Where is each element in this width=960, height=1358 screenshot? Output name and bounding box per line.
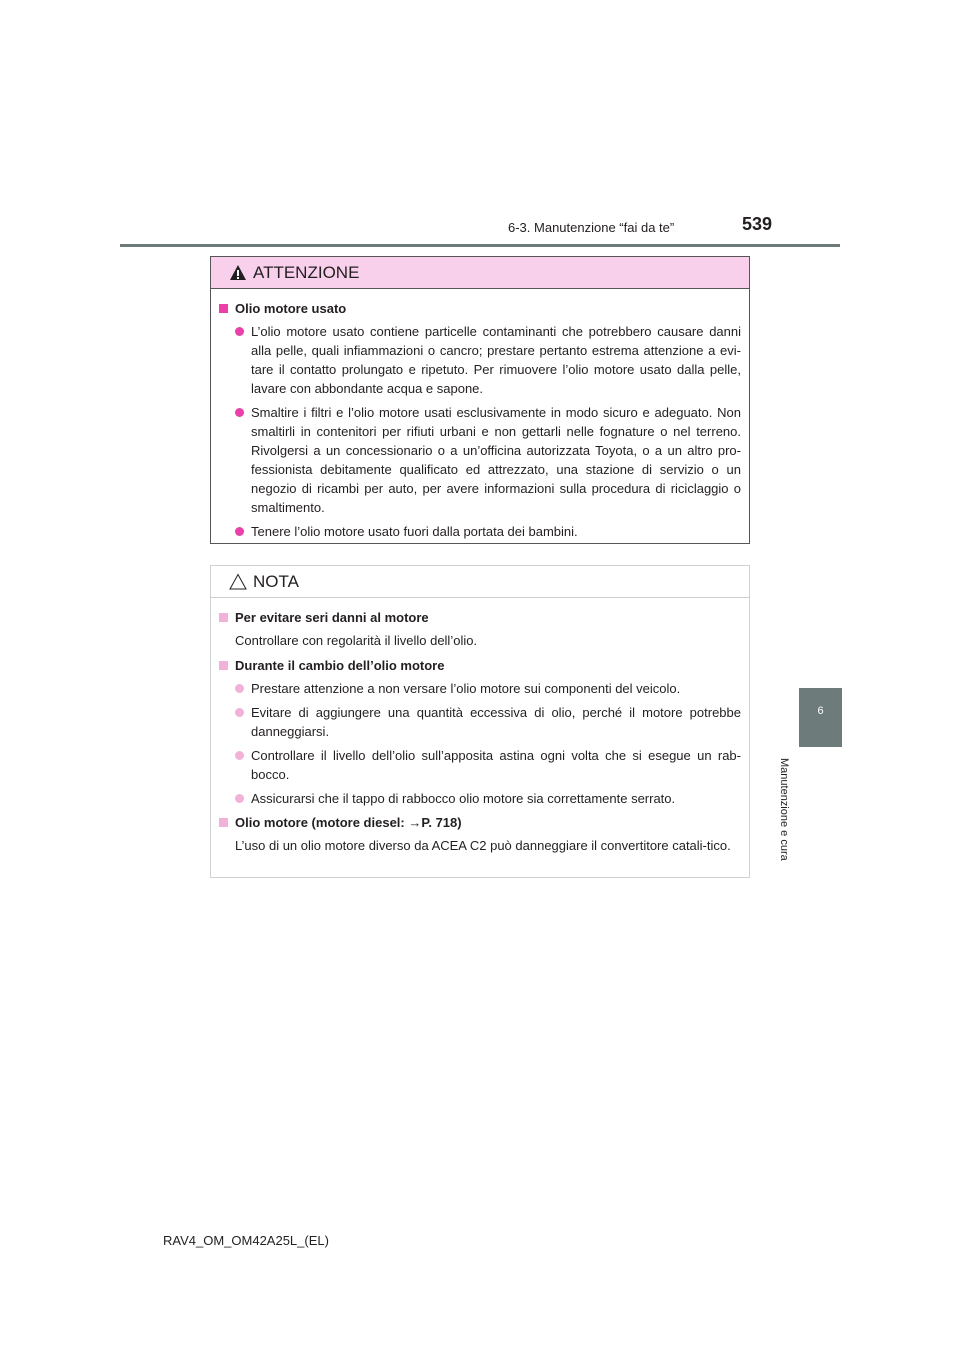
warning-list-item: Smaltire i filtri e l’olio motore usati esclusivamente in modo sicuro e adeguato. Non smaltirli in contenitori per rifiuti urbani e non gettarli nelle fognature o nel terreno. Rivolgersi a un concessionario o a un’officina autorizzata Toyota, o a un altro pro-fessionista debitamente qualificato ed attrezzato, una stazione di servizio o un negozio di ricambi per auto, per avere informazioni sulla procedura di riciclaggio o smaltimento. <box>219 403 741 517</box>
warning-box <box>210 256 750 544</box>
chapter-tab <box>799 688 842 747</box>
note-list-item: Assicurarsi che il tappo di rabbocco olio motore sia correttamente serrato. <box>219 789 741 808</box>
chapter-side-label-text: Manutenzione e cura <box>778 758 790 861</box>
warning-list-item: L’olio motore usato contiene particelle contaminanti che potrebbero causare danni alla pelle, quali infiammazioni o cancro; prestare pertanto estrema attenzione a evi-tare il contatto prolungato e ripetuto. Per rimuovere l’olio motore usato dalla pelle, lavare con abbondante acqua e sapone. <box>219 322 741 398</box>
caution-triangle-outline-icon <box>229 573 247 590</box>
warning-box-title: ATTENZIONE <box>253 263 360 282</box>
footer-document-code: RAV4_OM_OM42A25L_(EL) <box>163 1233 329 1248</box>
warning-triangle-icon <box>229 264 247 281</box>
round-bullet-icon <box>235 408 244 417</box>
header-rule <box>120 244 840 247</box>
note-paragraph: L’uso di un olio motore diverso da ACEA C2 può danneggiare il convertitore catali-tico. <box>235 838 731 853</box>
note-section-heading: Durante il cambio dell’olio motore <box>219 656 741 676</box>
round-bullet-icon <box>235 708 244 717</box>
chapter-tab-number: 6 <box>817 705 824 717</box>
note-box-header <box>211 566 749 598</box>
square-bullet-icon <box>219 304 228 313</box>
round-bullet-icon <box>235 684 244 693</box>
note-box-title: NOTA <box>253 572 299 591</box>
note-box <box>210 565 750 878</box>
note-list-item: Prestare attenzione a non versare l’olio motore sui componenti del veicolo. <box>219 679 741 698</box>
note-box-body <box>211 598 749 855</box>
warning-box-header <box>211 257 749 289</box>
round-bullet-icon <box>235 327 244 336</box>
round-bullet-icon <box>235 527 244 536</box>
note-list-item: Evitare di aggiungere una quantità eccessiva di olio, perché il motore potrebbe danneggiarsi. <box>219 703 741 741</box>
round-bullet-icon <box>235 751 244 760</box>
round-bullet-icon <box>235 794 244 803</box>
square-bullet-icon <box>219 661 228 670</box>
note-section-heading: Olio motore (motore diesel: →P. 718) <box>219 813 741 833</box>
note-paragraph: Controllare con regolarità il livello dell’olio. <box>235 633 478 648</box>
chapter-side-label <box>778 758 807 878</box>
square-bullet-icon <box>219 613 228 622</box>
square-bullet-icon <box>219 818 228 827</box>
note-list-item: Controllare il livello dell’olio sull’apposita astina ogni volta che si esegue un rab-bocco. <box>219 746 741 784</box>
warning-box-body <box>211 289 749 541</box>
header-section-title: 6-3. Manutenzione “fai da te” <box>508 220 675 235</box>
warning-section-heading: Olio motore usato <box>219 299 741 319</box>
warning-list-item: Tenere l’olio motore usato fuori dalla portata dei bambini. <box>219 522 741 541</box>
note-section-heading: Per evitare seri danni al motore <box>219 608 741 628</box>
page-number: 539 <box>742 214 773 234</box>
